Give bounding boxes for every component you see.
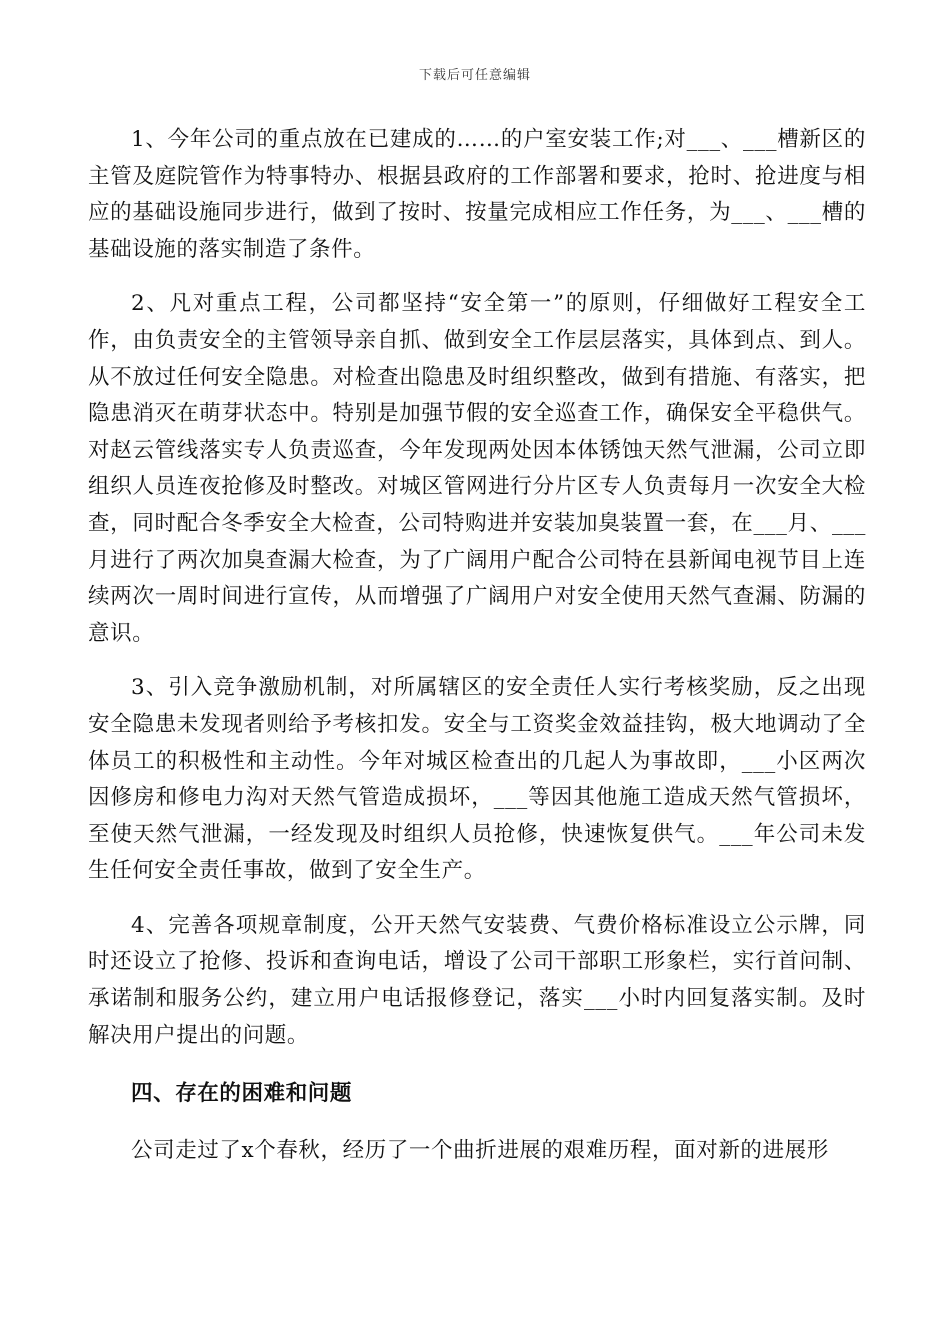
section-heading: 四、存在的困难和问题	[131, 1081, 353, 1107]
paragraph-4: 4、完善各项规章制度，公开天然气安装费、气费价格标准设立公示牌，同时还设立了抢修、投诉和查询电话，增设了公司干部职工形象栏，实行首问制、承诺制和服务公约，建立用户电话报修登记，落实___小时内回复落实制。及时解决用户提出的问题。	[88, 912, 866, 1048]
document-body	[88, 122, 866, 1169]
paragraph-1: 1、今年公司的重点放在已建成的……的户室安装工作;对___、___槽新区的主管及庭院管作为特事特办、根据县政府的工作部署和要求，抢时、抢进度与相应的基础设施同步进行，做到了按时、按量完成相应工作任务，为___、___槽的基础设施的落实制造了条件。	[88, 127, 866, 262]
paragraph-2: 2、凡对重点工程，公司都坚持“安全第一”的原则，仔细做好工程安全工作，由负责安全的主管领导亲自抓、做到安全工作层层落实，具体到点、到人。从不放过任何安全隐患。对检查出隐患及时组织整改，做到有措施、有落实，把隐患消灭在萌芽状态中。特别是加强节假的安全巡查工作，确保安全平稳供气。对赵云管线落实专人负责巡查，今年发现两处因本体锈蚀天然气泄漏，公司立即组织人员连夜抢修及时整改。对城区管网进行分片区专人负责每月一次安全大检查，同时配合冬季安全大检查，公司特购进并安装加臭装置一套，在___月、___月进行了两次加臭查漏大检查，为了广阔用户配合公司特在县新闻电视节目上连续两次一周时间进行宣传，从而增强了广阔用户对安全使用天然气查漏、防漏的意识。	[88, 291, 866, 646]
page-header-note: 下载后可任意编辑	[418, 68, 531, 83]
closing-paragraph: 公司走过了x个春秋，经历了一个曲折进展的艰难历程，面对新的进展形	[131, 1137, 829, 1163]
paragraph-3: 3、引入竞争激励机制，对所属辖区的安全责任人实行考核奖励，反之出现安全隐患未发现者则给予考核扣发。安全与工资奖金效益挂钩，极大地调动了全体员工的积极性和主动性。今年对城区检查出的几起人为事故即，___小区两次因修房和修电力沟对天然气管造成损坏，___等因其他施工造成天然气管损坏，至使天然气泄漏，一经发现及时组织人员抢修，快速恢复供气。___年公司未发生任何安全责任事故，做到了安全生产。	[88, 675, 866, 884]
